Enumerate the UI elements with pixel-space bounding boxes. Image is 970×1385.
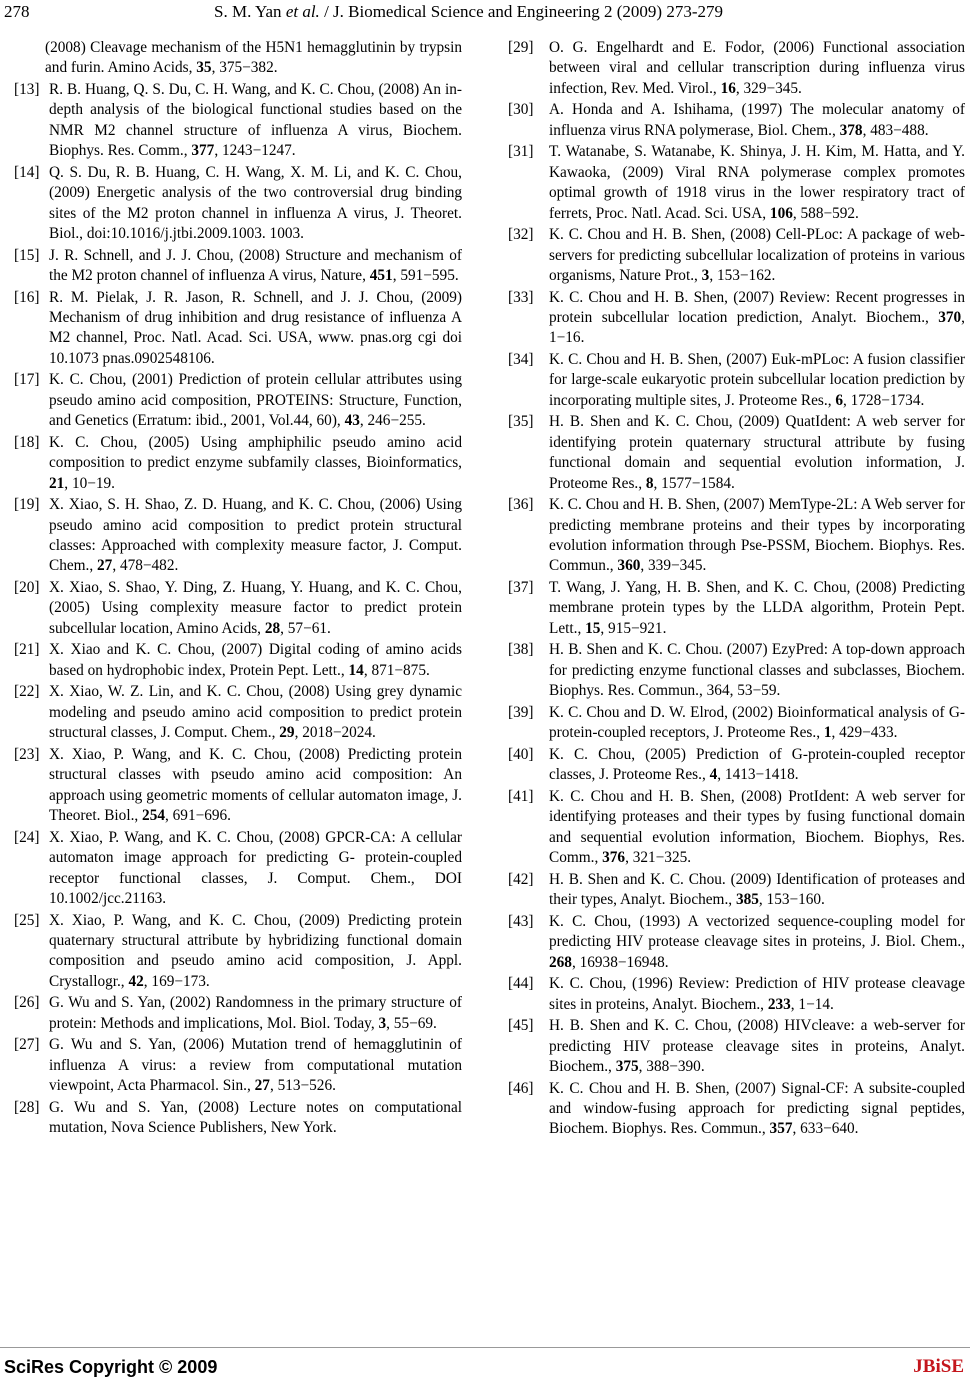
reference-text: G. Wu and S. Yan, (2008) Lecture notes on computational mutation, Nova Science Publishers, New York.	[49, 1098, 462, 1137]
footer-journal-logo: JBiSE	[913, 1356, 964, 1377]
references-right-column	[508, 38, 965, 1141]
reference-text: K. C. Chou, (2001) Prediction of protein cellular attributes using pseudo amino acid composition, PROTEINS: Structure, Function, and Genetics (Erratum: ibid., 2001, Vol.44, 60),	[49, 371, 462, 430]
reference-number: [37]	[508, 579, 534, 597]
reference-item	[14, 370, 462, 431]
reference-volume: 14	[348, 661, 364, 679]
reference-text: H. B. Shen and K. C. Chou. (2007) EzyPred: A top-down approach for predicting enzyme functional classes and subclasses, Biochem. Biophys. Res. Commun., 364, 53−59.	[549, 641, 965, 700]
running-header	[4, 2, 966, 24]
reference-item	[14, 745, 462, 827]
reference-item	[14, 828, 462, 910]
reference-pages: , 1413−1418.	[717, 766, 799, 784]
reference-pages: , 483−488.	[862, 121, 929, 139]
reference-number: [45]	[508, 1017, 534, 1035]
reference-number: [41]	[508, 787, 534, 805]
reference-pages: , 1577−1584.	[653, 474, 735, 492]
reference-number: [46]	[508, 1079, 534, 1097]
reference-item	[508, 787, 965, 869]
reference-text: K. C. Chou and H. B. Shen, (2007) Review: Recent progresses in protein subcellular location prediction, Analyt. Biochem.,	[549, 288, 965, 327]
reference-volume: 42	[128, 972, 144, 990]
reference-item	[508, 974, 965, 1015]
reference-item	[14, 993, 462, 1034]
reference-number: [39]	[508, 703, 534, 721]
reference-pages: , 153−162.	[709, 267, 776, 285]
reference-number: [28]	[14, 1098, 40, 1116]
reference-number: [20]	[14, 579, 40, 597]
reference-number: [44]	[508, 975, 534, 993]
reference-pages: , 478−482.	[112, 557, 179, 575]
reference-item	[508, 1016, 965, 1077]
reference-item	[14, 578, 462, 639]
reference-number: [29]	[508, 39, 534, 56]
reference-text: K. C. Chou and H. B. Shen, (2007) Signal-CF: A subsite-coupled and window-fusing approach for predicting signal peptides, Biochem. Biophys. Res. Commun.,	[549, 1079, 965, 1138]
reference-item	[508, 578, 965, 639]
reference-text: K. C. Chou and H. B. Shen, (2008) ProtIdent: A web server for identifying proteases and their types by fusing functional domain and sequential evolution information, Biochem. Biophys, Res. Comm.,	[549, 787, 965, 867]
footer-divider	[0, 1347, 970, 1348]
reference-text: K. C. Chou, (1996) Review: Prediction of HIV protease cleavage sites in proteins, Analyt. Biochem.,	[549, 975, 965, 1013]
running-title-journal: / J. Biomedical Science and Engineering 2 (2009) 273-279	[319, 2, 723, 21]
reference-item	[14, 1098, 462, 1139]
reference-number: [16]	[14, 288, 40, 306]
reference-text: R. M. Pielak, J. R. Jason, R. Schnell, and J. J. Chou, (2009) Mechanism of drug inhibition and drug resistance of influenza A M2 channel, Proc. Natl. Acad. Sci. USA, www. pnas.org cgi doi 10.1073 pnas.0902548106.	[49, 288, 462, 367]
reference-pages: , 169−173.	[143, 972, 210, 990]
reference-text: X. Xiao, S. H. Shao, Z. D. Huang, and K. C. Chou, (2006) Using pseudo amino acid composition to predict protein structural classes: Approached with complexity measure factor, J. Comput. Chem.,	[49, 496, 462, 575]
reference-volume: 3	[378, 1014, 387, 1032]
reference-volume: 268	[549, 953, 572, 971]
reference-text: X. Xiao, P. Wang, and K. C. Chou, (2008) GPCR-CA: A cellular automaton image approach for predicting G- protein-coupled receptor functional classes, J. Comput. Chem., DOI 10.1002/jcc.21163.	[49, 828, 462, 907]
reference-number: [24]	[14, 828, 40, 846]
reference-text: K. C. Chou and H. B. Shen, (2007) Euk-mPLoc: A fusion classifier for large-scale eukaryotic protein subcellular location prediction by incorporating multiple sites, J. Proteome Res.,	[549, 351, 965, 409]
reference-pages: , 55−69.	[386, 1014, 437, 1032]
reference-text: J. R. Schnell, and J. J. Chou, (2008) Structure and mechanism of the M2 proton channel of influenza A virus, Nature,	[49, 246, 462, 285]
reference-text: X. Xiao, W. Z. Lin, and K. C. Chou, (2008) Using grey dynamic modeling and pseudo amino acid composition to predict protein structural classes, J. Comput. Chem.,	[49, 683, 462, 742]
reference-volume: 357	[769, 1120, 793, 1138]
reference-item	[14, 495, 462, 577]
reference-volume: 106	[769, 204, 793, 222]
reference-pages: , 429−433.	[831, 724, 898, 742]
reference-number: [21]	[14, 641, 40, 659]
footer-copyright: SciRes Copyright © 2009	[4, 1357, 218, 1377]
reference-volume: 35	[196, 59, 212, 77]
reference-item	[14, 1035, 462, 1096]
reference-item	[508, 412, 965, 494]
reference-volume: 385	[735, 891, 759, 909]
reference-text: K. C. Chou, (2005) Prediction of G-protein-coupled receptor classes, J. Proteome Res.,	[549, 745, 965, 784]
reference-pages: , 1−14.	[790, 995, 834, 1013]
reference-item	[508, 350, 965, 411]
reference-pages: , 1728−1734.	[843, 391, 925, 409]
reference-item	[14, 80, 462, 162]
reference-item	[14, 246, 462, 287]
reference-volume: 27	[97, 557, 113, 575]
reference-text: H. B. Shen and K. C. Chou, (2009) QuatIdent: A web server for identifying protein quaternary structural attribute by fusing functional domain and sequential evolution information, J. Proteome Res.,	[549, 413, 965, 492]
reference-text: O. G. Engelhardt and E. Fodor, (2006) Functional association between viral and cellular transcription during influenza virus infection, Rev. Med. Virol.,	[549, 39, 965, 97]
reference-item	[14, 682, 462, 743]
reference-text: X. Xiao, P. Wang, and K. C. Chou, (2009) Predicting protein quaternary structural attribute by hybridizing functional domain composition and pseudo amino acid composition, J. Appl. Crystallogr.,	[49, 911, 462, 990]
reference-volume: 376	[602, 849, 626, 867]
reference-text: X. Xiao and K. C. Chou, (2007) Digital coding of amino acids based on hydrophobic index, Protein Pept. Lett.,	[49, 641, 462, 679]
reference-pages: , 2018−2024.	[294, 724, 376, 742]
reference-pages: , 691−696.	[165, 807, 231, 825]
reference-number: [38]	[508, 641, 534, 659]
reference-text: H. B. Shen and K. C. Chou. (2009) Identification of proteases and their types, Analyt. Biochem.,	[549, 870, 965, 909]
reference-volume: 29	[279, 724, 295, 742]
reference-pages: , 246−255.	[359, 412, 426, 430]
reference-text: A. Honda and A. Ishihama, (1997) The molecular anatomy of influenza virus RNA polymerase, Biol. Chem.,	[549, 101, 965, 139]
reference-volume: 370	[938, 309, 962, 327]
reference-text: T. Wang, J. Yang, H. B. Shen, and K. C. Chou, (2008) Predicting membrane protein types by the LLDA algorithm, Protein Pept. Lett.,	[549, 579, 965, 637]
reference-text: K. C. Chou, (2005) Using amphiphilic pseudo amino acid composition to predict enzyme subfamily classes, Bioinformatics,	[49, 433, 462, 472]
reference-item	[14, 433, 462, 494]
reference-number: [18]	[14, 433, 40, 451]
reference-item	[508, 1079, 965, 1140]
reference-pages: , 321−325.	[625, 849, 692, 867]
reference-pages: , 1−16.	[549, 309, 965, 347]
reference-item	[14, 163, 462, 245]
reference-volume: 21	[49, 474, 65, 492]
reference-number: [42]	[508, 870, 534, 888]
reference-pages: , 1243−1247.	[214, 142, 296, 160]
reference-item	[14, 911, 462, 993]
reference-pages: , 375−382.	[211, 59, 278, 77]
reference-number: [25]	[14, 911, 40, 929]
reference-volume: 451	[369, 267, 393, 285]
reference-item	[508, 225, 965, 286]
reference-text: G. Wu and S. Yan, (2006) Mutation trend of hemagglutinin of influenza A virus: a review from computational mutation viewpoint, Acta Pharmacol. Sin.,	[49, 1036, 462, 1095]
reference-text: X. Xiao, P. Wang, and K. C. Chou, (2008) Predicting protein structural classes with pseudo amino acid composition: An approach using geometric moments of cellular automaton image, J. Theoret. Biol.,	[49, 745, 462, 825]
reference-text: (2008) Cleavage mechanism of the H5N1 hemagglutinin by trypsin and furin. Amino Acids,	[45, 39, 462, 77]
reference-number: [36]	[508, 496, 534, 514]
reference-number: [32]	[508, 226, 534, 244]
reference-volume: 360	[617, 557, 641, 575]
reference-volume: 43	[344, 412, 360, 430]
reference-volume: 377	[191, 142, 215, 160]
reference-item	[508, 745, 965, 786]
reference-item	[508, 142, 965, 224]
reference-volume: 15	[585, 619, 601, 637]
reference-number: [40]	[508, 745, 534, 763]
reference-text: H. B. Shen and K. C. Chou, (2008) HIVcleave: a web-server for predicting HIV protease cleavage sites in proteins, Analyt. Biochem.,	[549, 1017, 965, 1075]
reference-item	[14, 288, 462, 370]
reference-text: R. B. Huang, Q. S. Du, C. H. Wang, and K. C. Chou, (2008) An in-depth analysis of the biological functional studies based on the NMR M2 channel structure of influenza A virus, Biochem. Biophys. Res. Comm.,	[49, 81, 462, 160]
reference-pages: , 633−640.	[792, 1120, 859, 1138]
reference-item	[508, 38, 965, 99]
reference-number: [27]	[14, 1036, 40, 1054]
reference-volume: 3	[701, 267, 710, 285]
reference-item	[508, 100, 965, 141]
reference-item	[508, 870, 965, 911]
page-number: 278	[4, 2, 30, 21]
reference-number: [26]	[14, 994, 40, 1012]
reference-pages: , 10−19.	[64, 474, 115, 492]
reference-pages: , 153−160.	[758, 891, 825, 909]
reference-number: [34]	[508, 351, 534, 369]
reference-number: [43]	[508, 912, 534, 930]
reference-text: X. Xiao, S. Shao, Y. Ding, Z. Huang, Y. Huang, and K. C. Chou, (2005) Using complexity measure factor to predict protein subcellular location, Amino Acids,	[49, 579, 462, 637]
reference-volume: 254	[142, 807, 165, 825]
reference-text: K. C. Chou and H. B. Shen, (2007) MemType-2L: A Web server for predicting membrane proteins and their types by incorporating evolution information through Pse-PSSM, Biochem. Biophys. Res. Commun.,	[549, 496, 965, 575]
reference-pages: , 329−345.	[735, 79, 802, 97]
reference-number: [14]	[14, 163, 40, 181]
reference-pages: , 915−921.	[600, 619, 667, 637]
reference-continuation	[14, 38, 462, 79]
reference-text: K. C. Chou, (1993) A vectorized sequence-coupling model for predicting HIV protease cleavage sites in proteins, J. Biol. Chem.,	[549, 912, 965, 951]
reference-number: [31]	[508, 143, 534, 161]
reference-volume: 1	[823, 724, 832, 742]
reference-item	[508, 495, 965, 577]
running-title	[214, 2, 723, 22]
reference-item	[508, 703, 965, 744]
reference-pages: , 588−592.	[792, 204, 859, 222]
reference-number: [15]	[14, 246, 40, 264]
reference-volume: 8	[645, 474, 654, 492]
running-title-authors: S. M. Yan	[214, 2, 286, 21]
references-left-column	[14, 38, 462, 1140]
reference-text: Q. S. Du, R. B. Huang, C. H. Wang, X. M. Li, and K. C. Chou, (2009) Energetic analysis of the two controversial drug binding sites of the M2 proton channel in influenza A virus, J. Theoret. Biol., doi:10.1016/j.jtbi.2009.1003. 1003.	[49, 163, 462, 243]
reference-volume: 28	[264, 619, 281, 637]
reference-number: [30]	[508, 101, 534, 119]
reference-pages: , 57−61.	[280, 619, 331, 637]
reference-volume: 27	[254, 1077, 270, 1095]
reference-volume: 378	[839, 121, 863, 139]
reference-pages: , 513−526.	[269, 1077, 336, 1095]
reference-pages: , 591−595.	[392, 267, 459, 285]
reference-pages: , 339−345.	[640, 557, 707, 575]
reference-number: [13]	[14, 81, 40, 98]
reference-number: [22]	[14, 683, 40, 701]
reference-text: K. C. Chou and H. B. Shen, (2008) Cell-PLoc: A package of web-servers for predicting subcellular localization of proteins in various organisms, Nature Prot.,	[549, 226, 965, 285]
reference-pages: , 388−390.	[638, 1057, 705, 1075]
reference-text: K. C. Chou and D. W. Elrod, (2002) Bioinformatical analysis of G-protein-coupled receptors, J. Proteome Res.,	[549, 703, 965, 742]
reference-volume: 16	[720, 79, 736, 97]
running-title-etal: et al.	[285, 2, 320, 21]
reference-item	[508, 640, 965, 701]
reference-pages: , 871−875.	[363, 661, 430, 679]
reference-text: T. Watanabe, S. Watanabe, K. Shinya, J. H. Kim, M. Hatta, and Y. Kawaoka, (2009) Viral RNA polymerase complex promotes optimal growth of 1918 virus in the lower respiratory tract of ferrets, Proc. Natl. Acad. Sci. USA,	[549, 143, 965, 222]
reference-volume: 4	[709, 766, 718, 784]
reference-number: [35]	[508, 413, 534, 431]
reference-volume: 375	[615, 1057, 639, 1075]
reference-volume: 6	[835, 391, 844, 409]
reference-pages: , 16938−16948.	[571, 953, 669, 971]
reference-item	[14, 640, 462, 681]
reference-number: [33]	[508, 288, 534, 306]
reference-item	[508, 912, 965, 973]
reference-number: [19]	[14, 496, 40, 514]
reference-number: [23]	[14, 745, 40, 763]
reference-text: G. Wu and S. Yan, (2002) Randomness in the primary structure of protein: Methods and implications, Mol. Biol. Today,	[49, 994, 462, 1032]
reference-volume: 233	[767, 995, 791, 1013]
reference-number: [17]	[14, 371, 40, 389]
reference-item	[508, 288, 965, 349]
